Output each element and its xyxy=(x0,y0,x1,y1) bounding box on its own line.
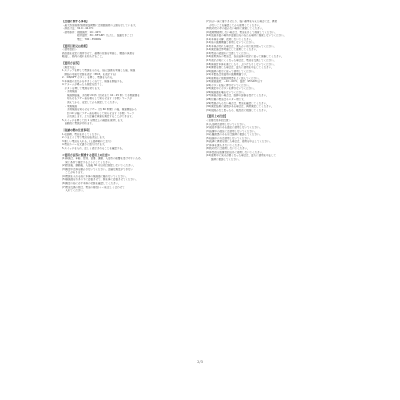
text-line: (19)異常を感じた場合は、直ちに使用を中止してください。 xyxy=(206,66,274,70)
text-line: ボタンを押して電源を切ります。 xyxy=(62,86,102,90)
text-line: ・使用条件：周囲温度：10〜40℃ xyxy=(62,30,102,34)
text-line: 予熱検温を知らせるブザー（約 60 秒間）の後、検温開始から xyxy=(62,108,137,112)
text-line: (7)本体を濡らさないでください。 xyxy=(206,143,245,147)
text-line: 開始の可能な状態を表示「88.8」を表示する) xyxy=(62,72,117,76)
section-title: 【使用方法等】 xyxy=(62,60,81,65)
text-line: (17)表示が見にくくなった場合は、電池を交換してください。 xyxy=(206,59,277,63)
text-line: (26)検温部を噛まないでください。 xyxy=(206,90,247,94)
text-line: 3.本体部のおなかをやさしく当てて、検温を開始する。 xyxy=(62,79,125,83)
text-line: 同じ条件で測定するようにしてください。 xyxy=(62,160,113,164)
text-line: (29)電源が入らない場合は、電池を確認してください。 xyxy=(206,101,269,105)
text-line: (28)付属の電池はモニター用です。 xyxy=(206,98,246,102)
text-line: (9)長時間使用しない場合は、電池を外して保管してください。 xyxy=(206,30,278,34)
text-line: 約 10 分後にブザー音を鳴らして知らせます（予熱）マーク xyxy=(62,111,135,115)
text-line: (8)乳幼児の手の届かない場所に保管してください。 xyxy=(206,27,265,31)
text-line: ＜重要な基本的注意＞ xyxy=(206,119,232,122)
text-line: (5)検温部をわきの下に密着させて、腕を体に密着させてください。 xyxy=(62,178,138,182)
text-line: 消えてから、安定してから測定してください。 xyxy=(62,101,120,104)
text-line: ・実測検温 xyxy=(62,104,78,108)
text-line: (30)測定結果に疑問がある場合は、再度測定してください。 xyxy=(206,105,274,109)
text-line: (18)体温計本体を落としたり、ぶつけたりしないでください。 xyxy=(206,62,277,66)
text-line: (2)飲食後、運動後、入浴後 30 分以内は測定しないでください。 xyxy=(62,164,136,168)
text-line: (12)他の医療機器と併用しないでください。 xyxy=(206,41,257,45)
text-line: 4.電池カバーを元通りに取り付けます。 xyxy=(62,143,107,147)
section xyxy=(206,115,340,161)
text-line: ・予熱検温 xyxy=(62,90,78,94)
section xyxy=(62,45,200,59)
text-line: 医師に相談してください。 xyxy=(206,158,242,162)
text-line: (3)治療中の部位には使用しないでください。 xyxy=(206,129,258,133)
text-line: ことがあります。 xyxy=(62,171,86,175)
text-line: (16)使用済みの電池は、各自治体の指示に従って廃棄してください。 xyxy=(206,55,284,59)
text-line: (7)電池交換の際は、電池の極性(＋−)を正しく合わせて xyxy=(62,185,125,189)
section-title: 【使用目的又は効果】 xyxy=(62,43,89,48)
text-line: (2)炎症や傷のある部位に使用しないでください。 xyxy=(206,126,263,130)
text-line: (1)体温は、年齢、性別、食事、運動、入浴等の影響を受けやすいため、 xyxy=(62,157,143,161)
text-line: (4)心臓疾患のある方は医師に相談してください。 xyxy=(206,133,263,137)
text-line: (1)入浴時は使用しないでください。 xyxy=(206,122,248,126)
text-line: (11)本体を分解、改造しないでください。 xyxy=(206,37,254,41)
text-line: ［測定方法］ xyxy=(62,65,78,69)
text-line: 5.スイッチを入れ、正しく表示されることを確認する。 xyxy=(62,146,125,150)
text-line: (24)ボタンを強く押さないでください。 xyxy=(206,83,252,87)
text-line: (6)測定の前に必ず本体の状態を確認してください。 xyxy=(62,181,121,185)
text-line: (25)測定中にボタンを押さないでください。 xyxy=(206,87,257,91)
text-line: 5.スイッチを押して約 1 分間は上の画面を保持します。 xyxy=(62,118,125,122)
text-line: 2.つまようじ等で電池を抜き出します。 xyxy=(62,136,107,140)
text-line: (4)電源を入れる前に本体の検温部に触れないでください。 xyxy=(62,174,129,178)
text-line: 軽減し、筋肉の疲れを和らげること。 xyxy=(62,55,105,59)
section xyxy=(62,154,200,193)
text-line: ＜使用目的＞ xyxy=(62,48,78,52)
text-line: (21)本製品は家庭用の医療機器です。 xyxy=(206,73,249,77)
text-line: (7)万が一床に落下させたり、強い衝撃を与えた場合には、異常 xyxy=(206,20,278,23)
text-line: 知らせるブザー音を鳴らして知らせます（予熱）マークが xyxy=(62,97,132,101)
text-line: 1.ステップを押して電源を入れる。(自己診断を実施した後、検温 xyxy=(62,69,136,73)
text-line: 2.「ON/OFF ボタン」を押し、電源を入れる。 xyxy=(62,76,115,80)
text-line: (5)妊娠中の方は使用しないでください。 xyxy=(206,136,253,140)
text-line: (3)測定中は体を動かさないでください。正確な測定ができない xyxy=(62,167,134,171)
text-line: 検温開始後、予約時 20 秒（約めまで 10〜25 秒）で予熱経過を xyxy=(62,93,140,97)
text-line: (13)本体が汚れた場合は、柔らかい布で拭き取ってください。 xyxy=(206,44,277,48)
text-line: (14)測定値は参考値として使用してください。 xyxy=(206,48,259,52)
text-line: 4.アラームが鳴ったら測定を終了し、 xyxy=(62,83,105,87)
text-line: (10)使用中に気分が悪くなった場合は、直ちに使用を中止して xyxy=(206,154,277,158)
text-line: (6)皮膚に異常を感じた場合は、使用を中止してください。 xyxy=(206,140,273,144)
section xyxy=(206,20,340,112)
section-title: 【仕様に関する事項】 xyxy=(62,20,89,23)
text-line: (22)使用前に取扱説明書をよく読んでください。 xyxy=(206,76,262,80)
page-number: 2/3 xyxy=(197,360,203,364)
text-line: (8)乳幼児には使用しないでください。 xyxy=(206,147,250,151)
text-line: ・最大許容温度/温度保証期間には周囲温度の上限を示しています。 xyxy=(62,23,138,27)
left-column xyxy=(62,20,200,196)
text-line: 商品部を安定に保持させて、循環の改善を実施し、腰部の負担を xyxy=(62,51,135,55)
section xyxy=(62,20,200,41)
text-line: (10)高温多湿の場所や直射日光の当たる場所に保管しないでください。 xyxy=(206,34,287,38)
text-line: ・商品寸法：32.0〜42.0℃ xyxy=(62,27,94,31)
right-column xyxy=(206,20,340,165)
text-line: (9)本製品を医療目的以外に使用しないでください。 xyxy=(206,150,265,154)
text-line: (31)故障かなと思ったら、販売店に相談してください。 xyxy=(206,108,269,112)
text-line: 相対湿度：30〜85%RH（ただし、結露なきこと） xyxy=(62,34,135,38)
text-line: が点滅します。より正確な体温を測定することができます。 xyxy=(62,115,135,119)
text-line: 3.新しい電池を入れる。(上部印刷のとおり) xyxy=(62,139,112,143)
text-line: 入れてください。 xyxy=(62,189,86,193)
text-line: (27)体温が高い場合は、医師の診察を受けてください。 xyxy=(206,94,269,98)
section-title: 【使用上の注意】 xyxy=(206,114,228,119)
section-title: ［収納の際の注意事項］ xyxy=(62,128,92,133)
text-line: 1.収納時、電池を外してください。 xyxy=(62,132,102,136)
text-line: (20)医師の指示に従って使用してください。 xyxy=(206,69,257,73)
section xyxy=(62,129,200,150)
text-line: 電圧：700〜3500Pa xyxy=(62,37,102,41)
text-line: (23)保管温度：−10〜60℃、湿度：95%RH 以下 xyxy=(206,80,263,84)
section-title: ＜使用方法等に関連する使用上の注意＞ xyxy=(62,152,111,157)
text-line: 自動的に電源が切れます。 xyxy=(62,122,95,126)
text-line: がないことを確認してから使用してください。 xyxy=(206,23,262,27)
section xyxy=(62,62,200,126)
text-line: (15)電池の液漏れに注意してください。 xyxy=(206,51,252,55)
